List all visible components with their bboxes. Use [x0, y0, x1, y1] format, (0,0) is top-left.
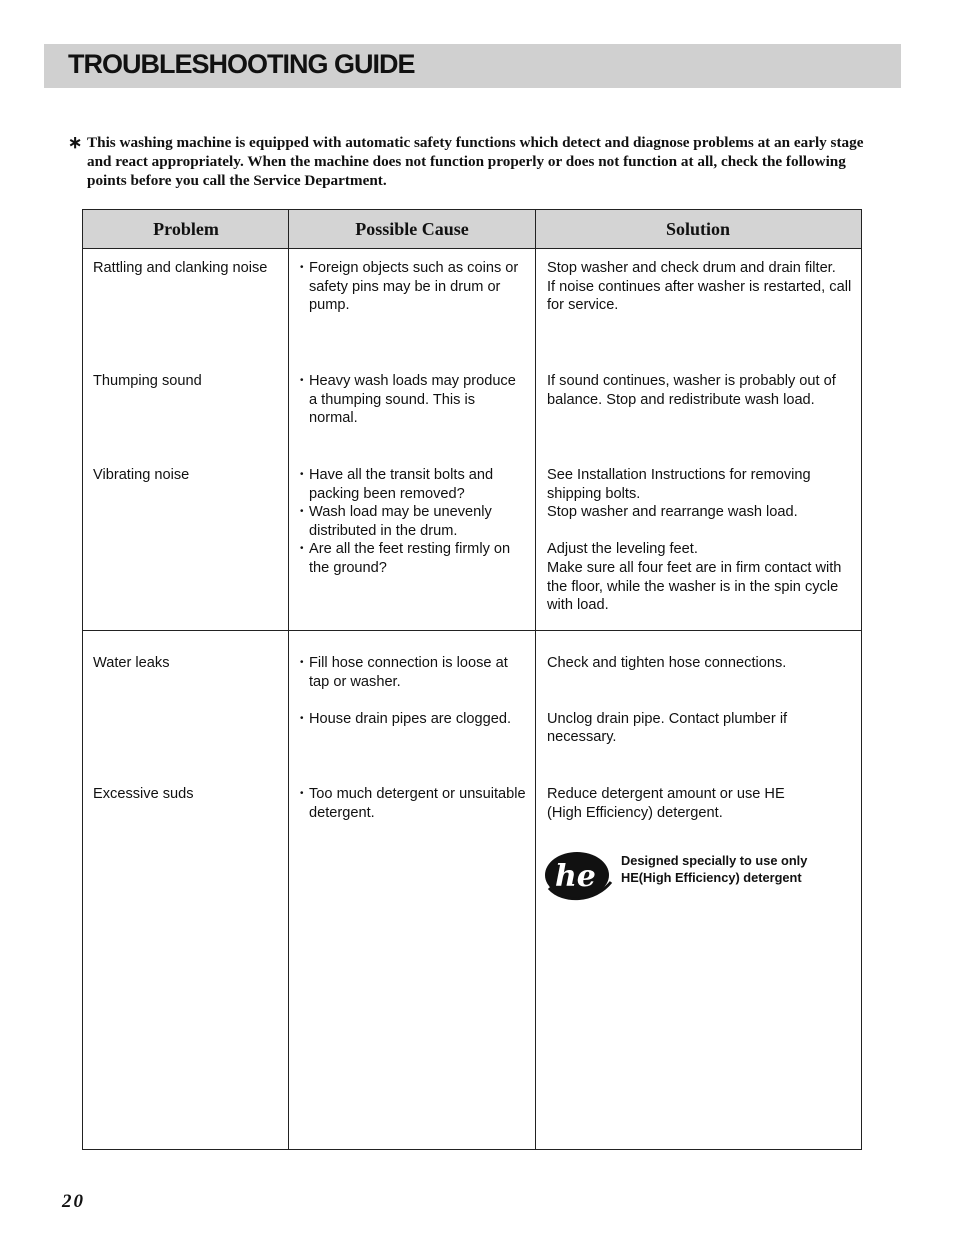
solution-item: See Installation Instructions for removing shipping bolts. — [547, 467, 811, 502]
solution-cell — [547, 259, 852, 315]
cause-cell — [300, 372, 526, 428]
cause-item: • House drain pipes are clogged. — [300, 710, 526, 729]
solution-item: Stop washer and check drum and drain filter. — [547, 260, 836, 276]
he-note-line: Designed specially to use only — [621, 853, 808, 868]
cause-item: • Fill hose connection is loose at tap or washer. — [300, 654, 526, 691]
solution-item: If noise continues after washer is restarted, call for service. — [547, 278, 852, 314]
problem-cell: Rattling and clanking noise — [93, 260, 268, 276]
cause-item: • Heavy wash loads may produce a thumping sound. This is normal. — [300, 372, 526, 428]
solution-item: If sound continues, washer is probably out of balance. Stop and redistribute wash load. — [547, 373, 836, 408]
problem-cell: Excessive suds — [93, 786, 194, 802]
he-logo-icon — [543, 848, 613, 902]
column-divider — [535, 210, 536, 1149]
svg-text:he: he — [555, 859, 596, 894]
solution-cell — [547, 785, 817, 822]
troubleshooting-table — [82, 209, 862, 1150]
table-header — [83, 210, 861, 249]
column-divider — [288, 210, 289, 1149]
solution-cell — [547, 654, 852, 747]
cause-cell — [300, 654, 526, 728]
solution-item: Unclog drain pipe. Contact plumber if necessary. — [547, 710, 788, 746]
solution-item: Adjust the leveling feet. — [547, 541, 698, 558]
cause-cell — [300, 785, 526, 822]
row-group-divider — [83, 630, 861, 631]
he-note-line: HE(High Efficiency) detergent — [621, 870, 802, 885]
cause-item: • Foreign objects such as coins or safety pins may be in drum or pump. — [300, 259, 526, 315]
solution-item: Make sure all four feet are in firm contact with the floor, while the washer is in the spin cycle with load. — [547, 559, 842, 614]
cause-item: • Have all the transit bolts and packing been removed? — [300, 466, 526, 503]
title-bar — [44, 44, 901, 88]
problem-cell: Water leaks — [93, 655, 170, 671]
cause-item: • Too much detergent or unsuitable detergent. — [300, 785, 526, 822]
column-header-cause: Possible Cause — [355, 219, 469, 239]
problem-cell: Vibrating noise — [93, 467, 190, 483]
solution-cell — [547, 466, 852, 615]
problem-cell: Thumping sound — [93, 373, 202, 389]
cause-cell — [300, 259, 526, 315]
solution-cell — [547, 372, 852, 409]
asterisk-icon: ∗ — [68, 133, 83, 152]
solution-item: Reduce detergent amount or use HE (High Efficiency) detergent. — [547, 786, 785, 821]
solution-item: Check and tighten hose connections. — [547, 655, 787, 671]
page-number: 20 — [62, 1191, 85, 1212]
column-header-problem: Problem — [153, 219, 219, 239]
cause-item: • Are all the feet resting firmly on the ground? — [300, 540, 526, 577]
he-note-text — [621, 852, 841, 886]
cause-cell — [300, 466, 526, 578]
solution-item: Stop washer and rearrange wash load. — [547, 504, 798, 521]
cause-item: • Wash load may be unevenly distributed in the drum. — [300, 503, 526, 540]
intro-note — [68, 133, 868, 190]
he-detergent-note — [543, 848, 843, 904]
column-header-solution: Solution — [665, 219, 731, 239]
page-title: TROUBLESHOOTING GUIDE — [68, 49, 415, 79]
intro-text: This washing machine is equipped with automatic safety functions which detect and diagnose problems at an early stage and react appropriately. When the machine does not function properly or does not function at all, check the following points before you call the Service Department. — [87, 134, 864, 189]
